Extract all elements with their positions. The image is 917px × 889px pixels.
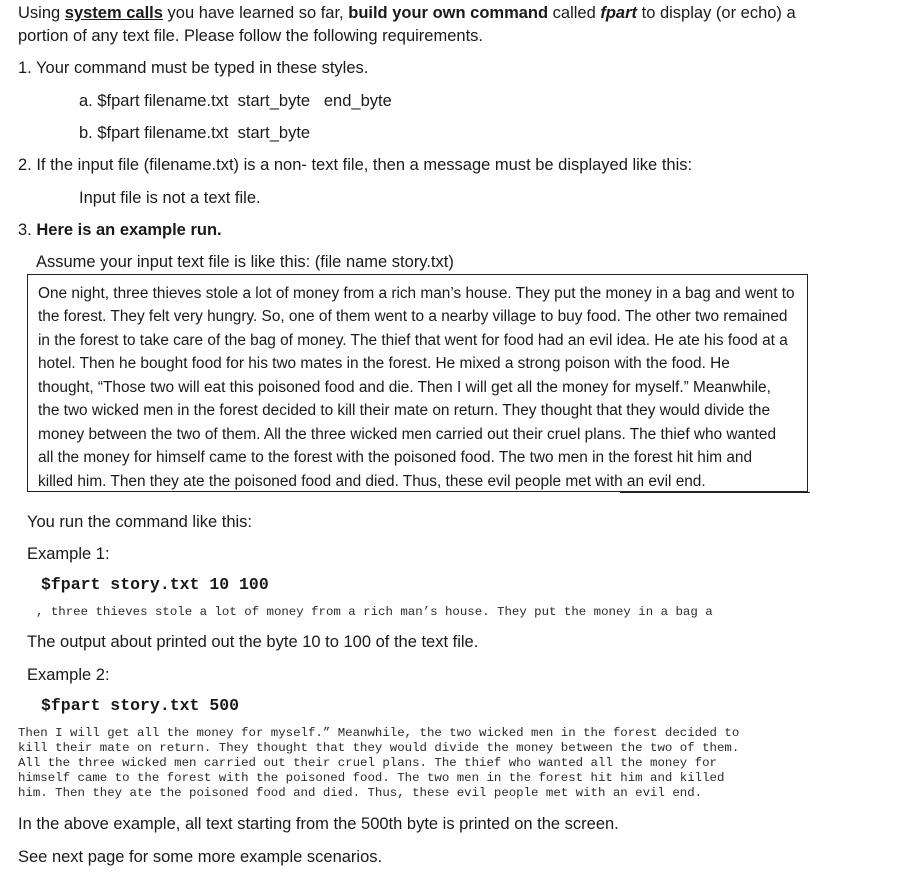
story-line: the two wicked men in the forest decided to kill their mate on return. They thought that they would divide the [38, 402, 771, 419]
intro-line-1 [18, 2, 796, 24]
example-2-note: In the above example, all text starting from the 500th byte is printed on the screen. [18, 815, 619, 833]
build-command-emphasis: build your own command [348, 4, 549, 22]
example-1-label: Example 1: [27, 545, 110, 563]
example-1-output: , three thieves stole a lot of money from a rich man’s house. They put the money in a bag a [36, 605, 713, 619]
example-2-command: $fpart story.txt 500 [41, 696, 240, 715]
example-2-label: Example 2: [27, 666, 110, 684]
example-2-output-line: himself came to the forest with the poisoned food. The two men in the forest hit him and killed [18, 771, 725, 785]
assume-text: Assume your input text file is like this: (file name story.txt) [36, 253, 454, 271]
requirement-3-heading: Here is an example run. [36, 221, 222, 239]
intro-text: called [548, 4, 601, 22]
requirement-2-message: Input file is not a text file. [79, 189, 261, 207]
fpart-emphasis: fpart [600, 4, 638, 22]
example-1-note: The output about printed out the byte 10 to 100 of the text file. [27, 633, 479, 651]
story-line: all the money for himself came to the forest with the poisoned food. The two men in the forest hit him and [38, 449, 753, 466]
story-line: hotel. Then he bought food for his two mates in the forest. He mixed a strong poison with the food. He [38, 355, 730, 372]
story-line: killed him. Then they ate the poisoned food and died. Thus, these evil people met with an evil end. [38, 473, 706, 490]
run-intro: You run the command like this: [27, 513, 253, 531]
story-text-box [27, 274, 808, 492]
story-line: the forest. They felt very hungry. So, one of them went to a nearby village to buy food. The other two remained [38, 308, 788, 325]
story-line: thought, “Those two will eat this poisoned food and die. Then I will get all the money for myself.” Meanwhile, [38, 379, 771, 396]
example-2-output-line: Then I will get all the money for myself.” Meanwhile, the two wicked men in the forest decided to [18, 726, 740, 740]
system-calls-emphasis: system calls [64, 4, 163, 22]
box-bottom-rule [620, 492, 810, 493]
footer-note: See next page for some more example scenarios. [18, 848, 383, 866]
requirement-3-title [18, 219, 222, 241]
requirement-2-title: 2. If the input file (filename.txt) is a non- text file, then a message must be displayed like this: [18, 156, 693, 174]
story-line: money between the two of them. All the three wicked men carried out their cruel plans. The thief who wanted [38, 426, 777, 443]
story-line: in the forest to take care of the bag of money. The thief that went for food had an evil idea. He ate his food at a [38, 332, 788, 349]
example-2-output-line: All the three wicked men carried out their cruel plans. The thief who wanted all the money for [18, 756, 717, 770]
intro-line-2: portion of any text file. Please follow the following requirements. [18, 27, 483, 45]
example-2-output-line: him. Then they ate the poisoned food and died. Thus, these evil people met with an evil end. [18, 786, 703, 800]
story-line: One night, three thieves stole a lot of money from a rich man’s house. They put the money in a bag and went to [38, 285, 795, 302]
intro-text: to display (or echo) a [637, 4, 796, 22]
intro-text: you have learned so far, [162, 4, 349, 22]
intro-text: Using [18, 4, 65, 22]
requirement-1-title: 1. Your command must be typed in these styles. [18, 59, 369, 77]
requirement-1b: b. $fpart filename.txt start_byte [79, 124, 311, 142]
requirement-1a: a. $fpart filename.txt start_byte end_byte [79, 92, 392, 110]
example-2-output-line: kill their mate on return. They thought that they would divide the money between the two of them. [18, 741, 740, 755]
example-1-command: $fpart story.txt 10 100 [41, 575, 269, 594]
requirement-3-number: 3. [18, 221, 37, 239]
